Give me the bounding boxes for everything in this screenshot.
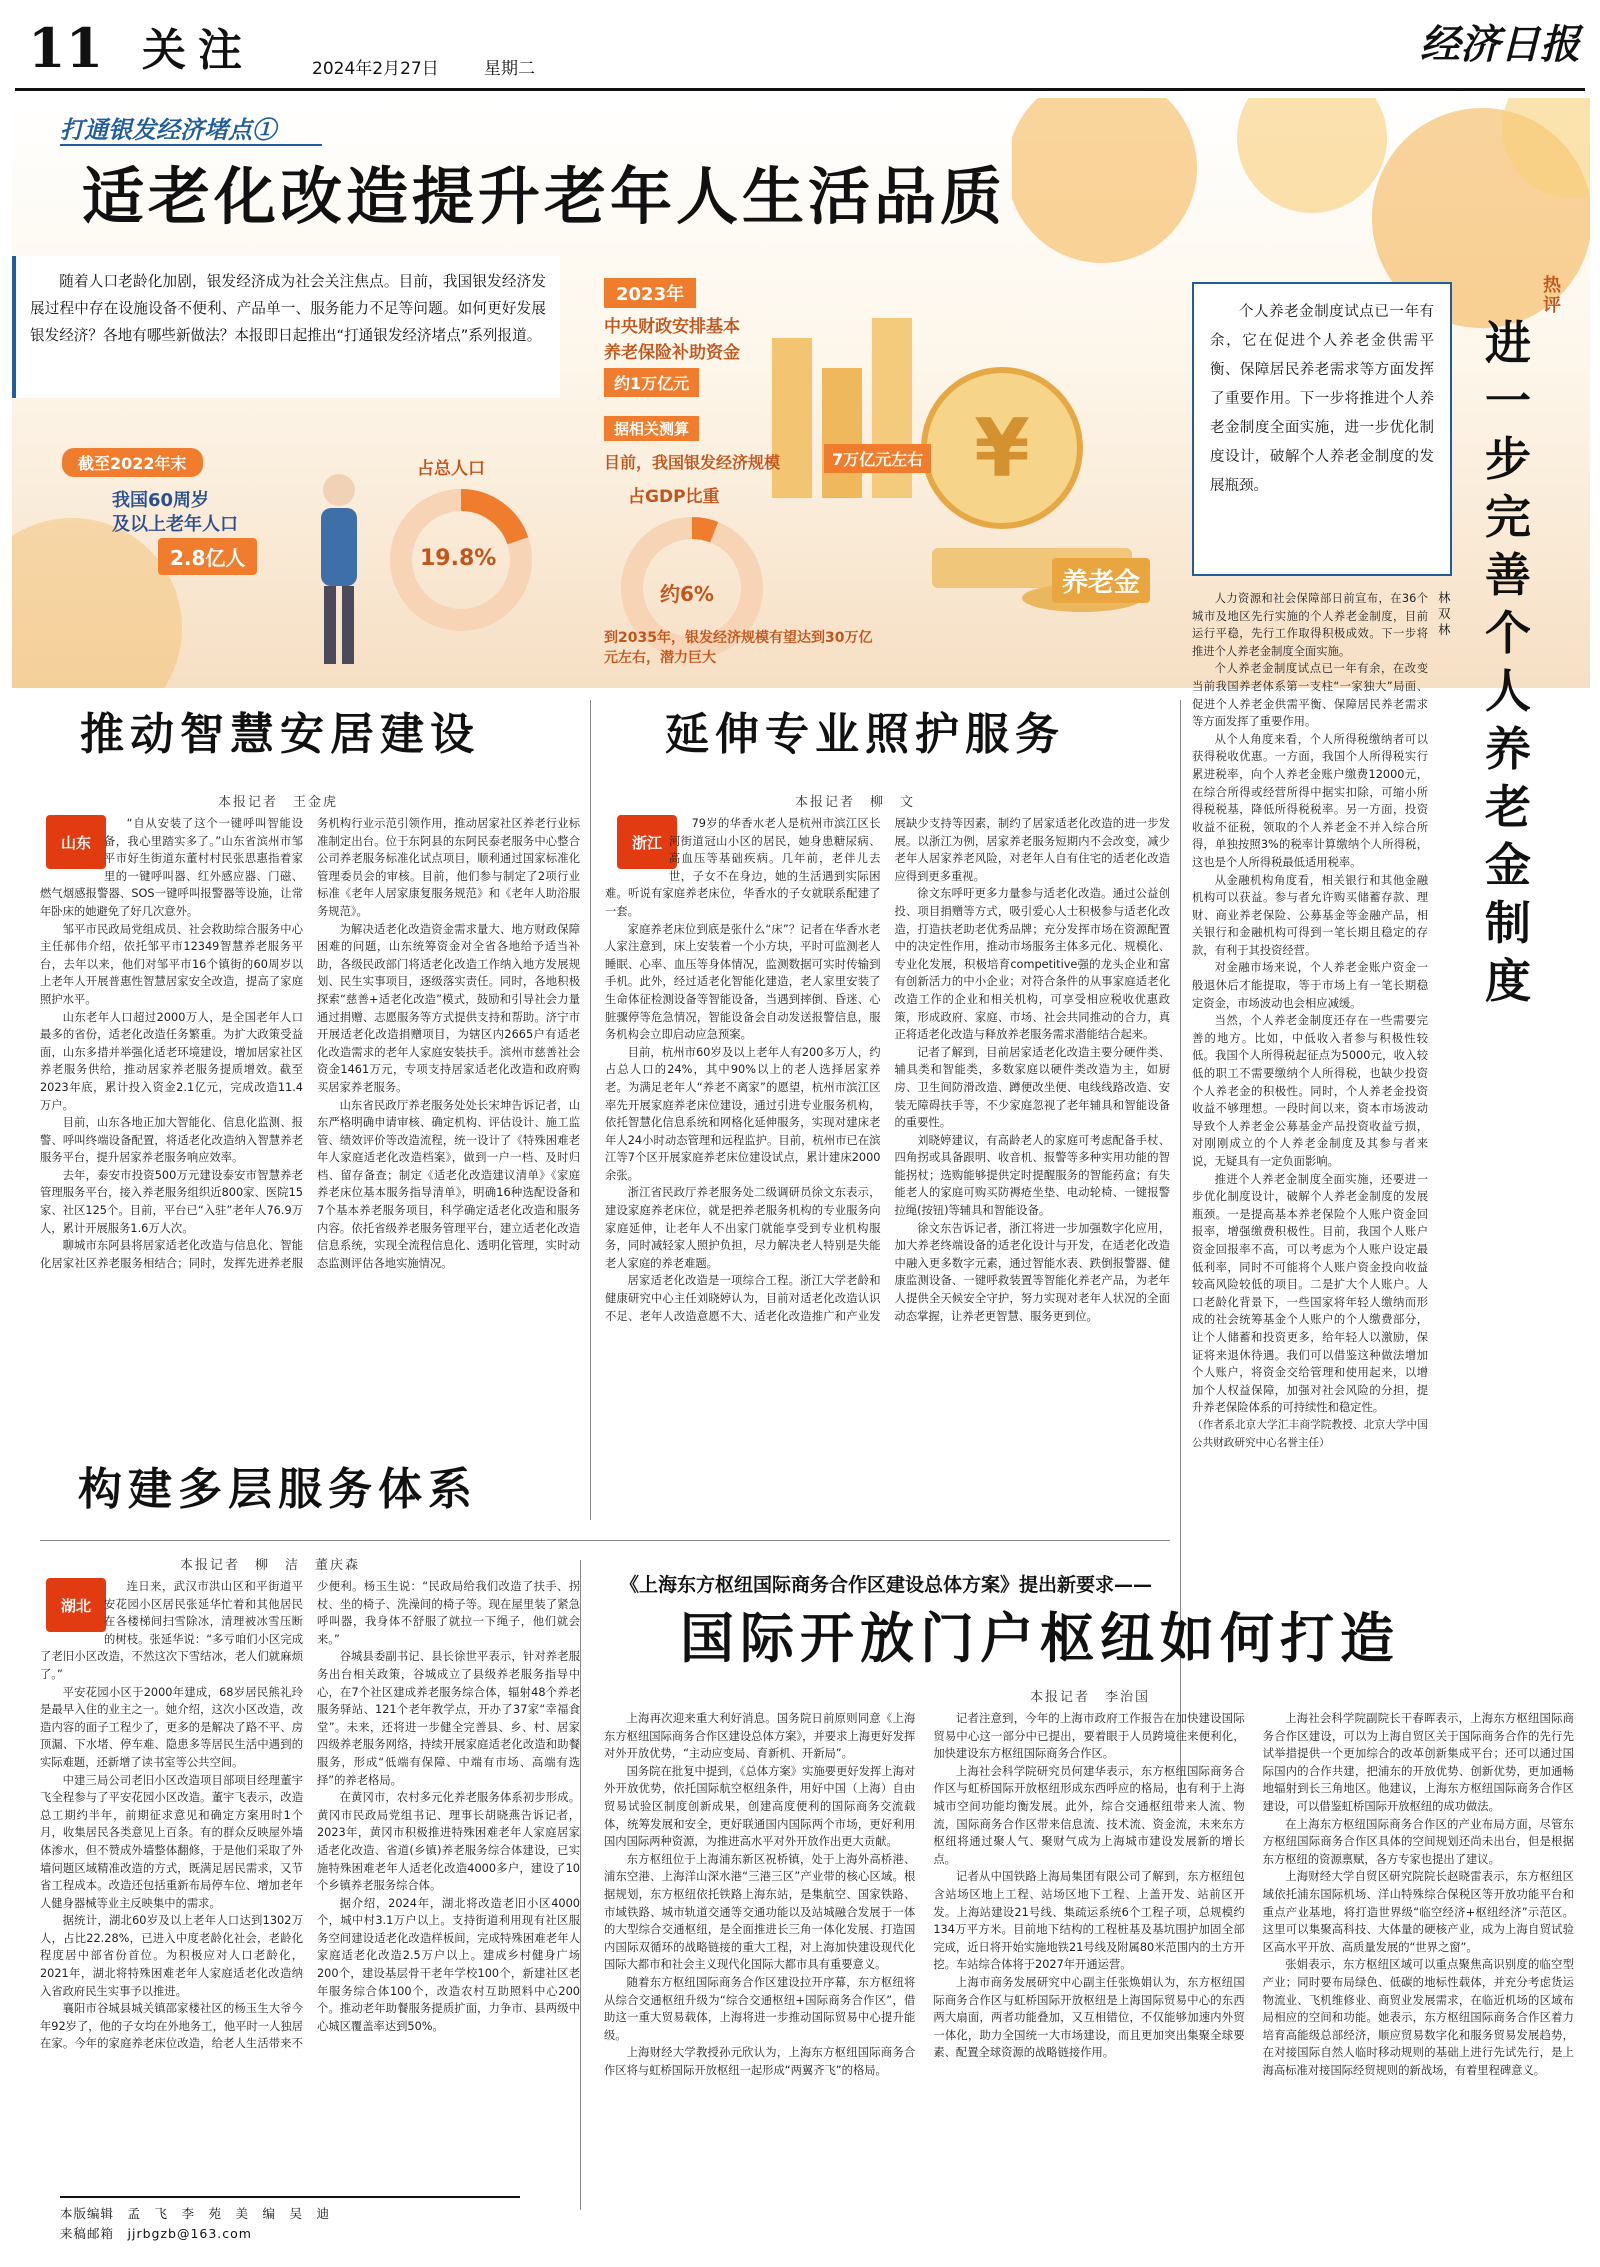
paragraph: 上海财经大学自贸区研究院院长赵晓雷表示，东方枢纽区域依托浦东国际机场、洋山特殊综合保税区等开放功能平台和重点产业基地，将打造世界级“临空经济+枢纽经济”示范区。这里可以集聚高科技、大体量的硬核产业，成为上海自贸试验区高水平开放、高质量发展的“世界之窗”。 xyxy=(1262,1870,1574,1954)
estimate-line1: 目前，我国银发经济规模 xyxy=(604,453,781,472)
paragraph: 浙江省民政厅养老服务处二级调研员徐文东表示，建设家庭养老床位，就是把养老服务机构的专业服务向家庭延伸，让老年人不出家门就能享受到专业机构服务，同时减轻家人照护负担，尽力解决老人特别是失能老人家庭的养老难题。 xyxy=(605,1186,881,1270)
paragraph: 中建三局公司老旧小区改造项目部项目经理董宇飞全程参与了平安花园小区改造。董宇飞表示，改造总工期约半年，前期征求意见和确定方案用时1个月，收集居民各类意见上百条。有的群众反映屋外墙体渗水，但不赞成外墙整体翻修，于是他们采取了外墙问题区域精准改造的方式，既满足居民需求，又节省工程成本。改造还包括重新布局停车位、增加老年人健身器械等业主反映集中的需求。 xyxy=(40,1773,303,1910)
paragraph: 79岁的华香水老人是杭州市滨江区长河街道冠山小区的居民，她身患糖尿病、高血压等基础疾病。几年前，老伴儿去世，子女不在身边，她的生活遇到实际困难。听说有家庭养老床位，华香水的子女就联系配建了一套。 xyxy=(605,817,881,918)
paragraph: 平安花园小区于2000年建成，68岁居民熊礼玲是最早入住的业主之一。她介绍，这次小区改造，改造内容的面子工程少了，更多的是解决了路不平、房顶漏、下水堵、停车难、隐患多等居民生活中遇到的实际难题，还新增了读书室等公共空间。 xyxy=(40,1685,303,1769)
byline: 本报记者 柳 文 xyxy=(795,795,916,810)
paragraph: 记者注意到，今年的上海市政府工作报告在加快建设国际贸易中心这一部分中已提出，要着眼于人员跨境往来便利化，加快建设东方枢纽国际商务合作区。 xyxy=(933,1712,1245,1761)
intro-text: 随着人口老龄化加剧，银发经济成为社会关注焦点。目前，我国银发经济发展过程中存在设施设备不便利、产品单一、服务能力不足等问题。如何更好发展银发经济？各地有哪些新做法？本报即日起推出“打通银发经济堵点”系列报道。 xyxy=(30,273,546,344)
commentary-lead: 个人养老金制度试点已一年有余，它在促进个人养老金供需平衡、保障居民养老需求等方面发挥了重要作用。下一步将推进个人养老金制度全面实施，进一步优化制度设计，破解个人养老金制度的发展瓶颈。 xyxy=(1210,304,1434,494)
byline: 本报记者 柳 洁 董庆森 xyxy=(180,1558,361,1573)
paragraph: 居家适老化改造是一项综合工程。浙江大学老龄和健康研究中心主任刘晓婷认为，目前对适老化改造认识不足、老年人改造意愿不大、适老化改造推广和产业发展缺少支持等因素，制约了居家适老化改造的进一步发展。以浙江为例，居家养老服务短期内不会改变，减少老年人居家养老风险，对老年人自有住宅的适老化改造应得到更多重视。 xyxy=(605,817,1170,1323)
commentary-tag-text: 热评 xyxy=(1543,275,1561,316)
series-tag: 打通银发经济堵点① xyxy=(60,115,276,144)
stat-share-label: 占总人口 xyxy=(417,459,485,479)
intro-box xyxy=(12,256,560,398)
series-underline xyxy=(60,144,322,146)
story-title: 延伸专业照护服务 xyxy=(665,709,1065,760)
funding-value: 约1万亿元 xyxy=(604,368,699,397)
estimate-note: 到2035年，银发经济规模有望达到30万亿元左右，潜力巨大 xyxy=(604,630,873,666)
page-number: 11 xyxy=(28,16,104,80)
story-care-service xyxy=(605,705,1170,1525)
paragraph: 在黄冈市，农村多元化养老服务体系初步形成。黄冈市民政局党组书记、理事长胡晓燕告诉记者，2023年，黄冈市积极推进特殊困难老年人家庭居家适老化改造、省道(乡镇)养老服务综合体建设，已实施特殊困难老年人适老化改造4000多户，建设了10个乡镇养老服务综合体。 xyxy=(317,1791,580,1893)
story-shanghai-hub xyxy=(580,1560,1588,2230)
story-smart-home xyxy=(40,705,580,1525)
paragraph: 为解决适老化改造资金需求量大、地方财政保障困难的问题，山东统筹资金对全省各地给予适当补助，各级民政部门将适老化改造工作纳入地方发展规划、民生实事项目，逐级落实责任。同时，各地积极探索“慈善+适老化改造”模式，鼓励和引导社会力量通过捐赠、志愿服务等方式提供支持和帮助。济宁市开展适老化改造捐赠项目，为辖区内2665户有适老化改造需求的老年人家庭安装扶手。滨州市慈善社会资金1461万元，专项支持居家适老化改造和政府购买居家养老服务。 xyxy=(317,922,580,1094)
story-kicker: 《上海东方枢纽国际商务合作区建设总体方案》提出新要求—— xyxy=(620,1574,1153,1596)
issue-date: 2024年2月27日 xyxy=(312,59,439,79)
section-name: 关注 xyxy=(142,25,254,76)
story-body xyxy=(40,815,580,1500)
paragraph: 从个人角度来看，个人所得税缴纳者可以获得税收优惠。一方面，我国个人所得税实行累进税率，向个人养老金账户缴费12000元，在综合所得或经营所得中据实扣除，可缩小所得税税基，降低所得税税率。另一方面，投资收益不征税，领取的个人养老金不并入综合所得，单独按照3%的税率计算缴纳个人所得税，这也是个人所得税最低适用税率。 xyxy=(1192,732,1428,869)
paragraph: 徐文东呼吁更多力量参与适老化改造。通过公益创投、项目捐赠等方式，吸引爱心人士积极参与适老化改造，打造扶老助老优秀品牌；充分发挥市场在资源配置中的决定性作用，推动市场服务主体多元化、规模化、专业化发展，积极培育competitive强的龙头企业和富有创新活力的中小企业；对符合条件的从事家庭适老化改造工作的企业和相关机构，可享受相应税收优惠政策，形成政府、家庭、市场、社会共同推动的合力，真正将适老化改造与释放养老服务需求潜能结合起来。 xyxy=(894,887,1170,1042)
newspaper-logo: 经济日报 xyxy=(1420,21,1580,68)
paragraph: 国务院在批复中提到，《总体方案》实施要更好发挥上海对外开放优势，依托国际航空枢纽条件，用好中国（上海）自由贸易试验区制度创新成果，创建高度便利的国际商务交流载体，统筹发展和安全，更好联通国内国际两个市场，更好利用国内国际两种资源，为推进高水平对外开放作出更大贡献。 xyxy=(604,1764,916,1849)
paragraph: “自从安装了这个一键呼叫智能设备，我心里踏实多了。”山东省滨州市邹平市好生街道东董村村民张思惠指着家里的一键呼叫器、红外感应器、门磁、燃气烟感报警器、SOS一键呼叫报警器等设施，让常年卧床的她避免了好几次意外。 xyxy=(40,817,303,918)
main-headline: 适老化改造提升老年人生活品质 xyxy=(82,160,1007,233)
commentary-tag xyxy=(1540,276,1564,316)
paragraph: 上海社会科学院研究员何建华表示，东方枢纽国际商务合作区与虹桥国际开放枢纽形成东西呼应的格局，也有利于上海城市空间功能均衡发展。此外，综合交通枢纽带来人流、物流，国际商务合作区带来信息流、技术流、资金流，未来东方枢纽将通过聚人气、聚财气成为上海城市建设发展新的增长点。 xyxy=(933,1764,1245,1866)
estimate-tag: 据相关测算 xyxy=(604,416,699,441)
gdp-label: 占GDP比重 xyxy=(628,487,720,507)
masthead-rule xyxy=(15,88,1585,91)
paragraph: 从金融机构角度看，相关银行和其他金融机构可以获益。参与者允许购买储蓄存款、理财、商业养老保险、公募基金等金融产品，相关银行和金融机构可得到一笔长期且稳定的存款，有利于其投资经营。 xyxy=(1192,873,1428,957)
stat-population-line1: 我国60周岁 xyxy=(112,490,210,511)
pension-sign: 养老金 xyxy=(1052,558,1150,603)
story-title: 推动智慧安居建设 xyxy=(80,709,480,760)
stat-share-value: 19.8% xyxy=(420,546,497,571)
paragraph: 谷城县委副书记、县长徐世平表示，针对养老服务出台相关政策，谷城成立了县级养老服务指导中心，在7个社区建成养老服务综合体，辐射48个养老服务驿站、121个老年教学点，开办了37家“幸福食堂”。未来，还将进一步健全完善县、乡、村、居家四级养老服务网络，持续开展家庭适老化改造和助餐服务，形成“低端有保障、中端有市场、高端有选择”的养老格局。 xyxy=(317,1650,580,1787)
paragraph: 对金融市场来说，个人养老金账户资金一般退休后才能提取，等于市场上有一笔长期稳定资金，市场波动也会相应减缓。 xyxy=(1192,961,1428,1010)
funding-line2: 养老保险补助资金 xyxy=(604,343,740,363)
col-divider xyxy=(590,700,591,1520)
stat-population-tag: 截至2022年末 xyxy=(62,448,203,477)
paragraph: 据介绍，2024年，湖北将改造老旧小区4000个，城中村3.1万户以上。支持街道利用现有社区服务空间建设适老化改造样板间，完成特殊困难老年人家庭适老化改造2.5万户以上。建成乡村健身广场200个，建设基层骨干老年学校100个，新建社区老年服务综合体100个，改造农村互助照料中心200个。推动老年助餐服务提质扩面，力争市、县两级中心城区覆盖率达到50%。 xyxy=(317,1896,580,2033)
story-body xyxy=(604,1710,1574,2210)
paragraph: 上海财经大学教授孙元欣认为，上海东方枢纽国际商务合作区将与虹桥国际开放枢纽一起形成“两翼齐飞”的格局。 xyxy=(604,2046,916,2077)
region-label: 山东 xyxy=(60,833,91,852)
paragraph: 目前，杭州市60岁及以上老年人有200多万人，约占总人口的24%，其中90%以上的老人选择居家养老。为满足老年人“养老不离家”的愿望，杭州市滨江区率先开展家庭养老床位建设，通过引进专业服务机构，依托智慧化信息系统和网格化延伸服务，实现对建床老年人24小时动态管理和远程监护。目前，杭州市已在滨江等7个区开展家庭养老床位建设试点，累计建床2000余张。 xyxy=(605,1045,881,1182)
svg-text:¥: ¥ xyxy=(974,402,1030,495)
col-divider xyxy=(580,1560,581,2210)
paragraph: 徐文东告诉记者，浙江将进一步加强数字化应用，加大养老终端设备的适老化设计与开发，在适老化改造中融入更多数字元素，通过智能水表、跌倒报警器、健康监测设备、一键呼救装置等智能化养老产品，为老年人提供全天候安全守护，努力实现对老年人状况的全面动态掌握，让养老更智慧、服务更到位。 xyxy=(894,1221,1170,1323)
story-title: 构建多层服务体系 xyxy=(70,1460,486,1520)
region-label: 浙江 xyxy=(631,833,662,852)
paragraph: 当然，个人养老金制度还存在一些需要完善的地方。比如，中低收入者参与积极性较低。我国个人所得税起征点为5000元，收入较低的职工不需要缴纳个人所得税，也缺少投资个人养老金的积极性。同时，个人养老金投资收益不够理想。一段时间以来，资本市场波动导致个人养老金公募基金产品投资收益亏损，对刚刚成立的个人养老金制度及其参与者来说，无疑具有一定负面影响。 xyxy=(1192,1014,1428,1168)
story-title: 国际开放门户枢纽如何打造 xyxy=(680,1606,1400,1670)
paragraph: 记者从中国铁路上海局集团有限公司了解到，东方枢纽包含站场区地上工程、站场区地下工程、上盖开发、站前区开发。上海站建设21号线、集疏运系统6个工程子项，总规模约134万平方米。目前地下结构的工程桩基及基坑围护加固全部完成，近日将开始实施地铁21号线及附属80米范围内的土方开挖。车站综合体将于2027年开通运营。 xyxy=(933,1870,1245,1972)
commentary-lead-box xyxy=(1192,282,1452,576)
stat-population-line2: 及以上老年人口 xyxy=(112,514,238,535)
paragraph: 在上海东方枢纽国际商务合作区的产业布局方面，尽管东方枢纽国际商务合作区具体的空间规划还尚未出台，但是根据东方枢纽的资源禀赋，各方专家也提出了建议。 xyxy=(1262,1817,1574,1866)
commentary-title: 进一步完善个人养老金制度 xyxy=(1485,316,1531,1008)
paragraph: 推进个人养老金制度全面实施，还要进一步优化制度设计，破解个人养老金制度的发展瓶颈。一是提高基本养老保险个人账户资金回报率，增强缴费积极性。目前，我国个人账户资金回报率不高，可以考虑为个人账户设定最低利率，同时不可能将个人账户资金投向收益较高风险较低的项目。二是扩大个人账户。人口老龄化背景下，一些国家将年轻人缴纳而形成的社会统筹基金个人账户的个人缴费部分，让个人储蓄和投资更多，给年轻人以激励，保证将来退休待遇。我们可以借鉴这种做法增加个人账户，将资金交给管理和使用起来，以增加个人权益保障，加强对社会风险的分担，提升养老保险体系的可持续性和稳定性。 xyxy=(1192,1172,1428,1415)
paragraph: 个人养老金制度试点已一年有余，在改变当前我国养老体系第一支柱“一家独大”局面、促进个人养老金供需平衡、保障居民养老需求等方面发挥了重要作用。 xyxy=(1192,662,1428,729)
byline: 本报记者 李治国 xyxy=(1030,1690,1151,1705)
paragraph: 家庭养老床位到底是张什么“床”？记者在华香水老人家注意到，床上安装着一个小方块，平时可监测老人睡眠、心率、血压等身体情况，监测数据可实时传输到手机。此外，经过适老化智能化建造，老人家里安装了生命体征检测设备等智能设备，当遇到摔倒、昏迷、心脏骤停等危急情况，智能设备会自动发送报警信息，服务机构会立即启动应急预案。 xyxy=(605,922,881,1042)
estimate-value: 7万亿元左右 xyxy=(824,444,931,473)
footer xyxy=(60,2196,520,2256)
paragraph: 张娟表示，东方枢纽区域可以重点聚焦高识别度的临空型产业；同时要布局绿色、低碳的地标性载体，并充分考虑货运物流业、飞机维修业、商贸业发展需求，在临近机场的区域布局相应的空间和功能。她表示，东方枢纽国际商务合作区着力培育高能级总部经济，顺应贸易数字化和服务贸易发展趋势，在对接国际自然人临时移动规则的基础上进行先试先行，是上海高标准对接国际经贸规则的新战场，有着里程碑意义。 xyxy=(1262,1958,1574,2077)
paragraph: 襄阳市谷城县城关镇邵家楼社区的杨玉生大爷今年92岁了，他的子女均在外地务工，他平时一人独居在家。今年的家庭养老床位改造，给老人生活带来不少便利。杨玉生说：“民政局给我们改造了扶手、拐杖、坐的椅子、洗澡间的椅子等。现在屋里装了紧急呼叫器，我身体不舒服了就拉一下绳子，他们就会来。” xyxy=(40,1580,580,2051)
paragraph: 山东老年人口超过2000万人，是全国老年人口最多的省份，适老化改造任务繁重。为扩大政策受益面，山东多措并举强化适老环境建设，增加居家社区养老服务供给，推动居家养老服务提质增效。截至2023年底，累计投入资金2.1亿元，完成改造11.4万户。 xyxy=(40,1010,303,1112)
paragraph: 上海市商务发展研究中心副主任张焕娟认为，东方枢纽国际商务合作区与虹桥国际开放枢纽是上海国际贸易中心的东西两大扇面，两者功能叠加，又互相错位，不仅能够加速内外贸一体化，助力全国统一大市场建设，而且更加突出集聚全球要素、配置全球资源的战略链接作用。 xyxy=(933,1975,1245,2060)
paragraph: 东方枢纽位于上海浦东新区祝桥镇，处于上海外高桥港、浦东空港、上海洋山深水港“三港三区”产业带的核心区域。根据规划，东方枢纽依托铁路上海东站，是集航空、国家铁路、市域铁路、城市轨道交通等交通功能以及站城融合发展于一体的大型综合交通枢纽，是全面推进长三角一体化发展、打造国内国际双循环的战略链接的重大工程，对上海加快建设现代化国际大都市和社会主义现代化国际大都市具有重要意义。 xyxy=(604,1852,916,1972)
paragraph: 去年，泰安市投资500万元建设泰安市智慧养老管理服务平台，接入养老服务组织近800家、医院15家、社区125个。目前，平台已“入驻”老年人76.9万人，累计开展服务1.6万人次。 xyxy=(40,1168,303,1235)
funding-year: 2023年 xyxy=(604,278,696,308)
funding-line1: 中央财政安排基本 xyxy=(604,317,740,337)
footer-editors: 本版编辑 孟 飞 李 苑 美 编 吴 迪 xyxy=(60,2206,331,2221)
footer-email: 来稿邮箱 jjrbgzb@163.com xyxy=(60,2226,252,2241)
paragraph: 聊城市东阿县将居家适老化改造与信息化、智能化居家社区养老服务相结合；同时，发挥先进养老服务机构行业示范引领作用，推动居家社区养老行业标准制定出台。位于东阿县的东阿民泰老服务中心整合公司养老服务标准化试点项目，顺利通过国家标准化管理委员会的审核。目前，他们参与制定了2项行业标准《老年人居家康复服务规范》和《老年人助浴服务规范》。 xyxy=(40,817,580,1270)
paragraph: 山东省民政厅养老服务处处长宋坤告诉记者，山东严格明确申请审核、确定机构、评估设计、施工监管、绩效评价等改造流程，统一设计了《特殊困难老年人家庭适老化改造档案》，做到一户一档、及时归档、留存备查；制定《适老化改造建议清单》《家庭养老床位基本服务指导清单》，明确16种选配设备和7个基本养老服务项目，科学确定适老化改造和服务内容。依托省级养老服务管理平台，建立适老化改造信息系统，实现全流程信息化、透明化管理，实时动态监测评估各地实施情况。 xyxy=(317,1098,580,1270)
byline: 本报记者 王金虎 xyxy=(218,795,339,810)
commentary-author: 林 双 林 xyxy=(1438,590,1451,637)
story-body xyxy=(40,1578,580,2178)
gdp-value: 约6% xyxy=(660,582,714,606)
paragraph: 刘晓婷建议，有高龄老人的家庭可考虑配备手杖、四角拐或具备跟明、收音机、报警等多种实用功能的智能拐杖；选购能够提供定时提醒服务的智能药盒；有失能老人的家庭可购买防褥疮坐垫、电动轮椅、一键报警拉绳(按钮)等辅具和智能设备。 xyxy=(894,1133,1170,1218)
elder-figure xyxy=(304,468,374,678)
paragraph: 上海再次迎来重大利好消息。国务院日前原则同意《上海东方枢纽国际商务合作区建设总体方案》，并要求上海更好发挥对外开放优势，“主动应变局、育新机、开新局”。 xyxy=(604,1712,916,1761)
paragraph: 目前，山东各地正加大智能化、信息化监测、报警、呼叫终端设备配置，将适老化改造纳入智慧养老服务平台，提升居家养老服务响应效率。 xyxy=(40,1116,303,1165)
commentary-affiliation: （作者系北京大学汇丰商学院教授、北京大学中国公共财政研究中心名誉主任） xyxy=(1192,1418,1428,1449)
masthead xyxy=(0,0,1600,92)
issue-weekday: 星期二 xyxy=(484,59,535,79)
story-body xyxy=(605,815,1170,1510)
paragraph: 邹平市民政局党组成员、社会救助综合服务中心主任郝伟介绍，依托邹平市12349智慧养老服务平台，去年以来，他们对邹平市16个镇街的60周岁以上老年人开展普惠性智慧居家安全改造，提高了家庭照护水平。 xyxy=(40,922,303,1006)
region-label: 湖北 xyxy=(60,1596,91,1615)
paragraph: 上海社会科学院副院长干春晖表示，上海东方枢纽国际商务合作区建设，可以为上海自贸区关于国际商务合作的先行先试举措提供一个更加综合的改革创新集成平台；还可以通过国际国内的合作共建，把浦东的开放优势、创新优势，更加通畅地辐射到长三角地区。他建议，上海东方枢纽国际商务合作区建设，可以借鉴虹桥国际开放枢纽的成功做法。 xyxy=(1262,1712,1574,1813)
stat-population-value: 2.8亿人 xyxy=(158,538,257,575)
story-service-system xyxy=(40,1460,580,2220)
paragraph: 记者了解到，目前居家适老化改造主要分硬件类、辅具类和智能类，多数家庭以硬件类改造为主，如厨房、卫生间防滑改造、蹲便改坐便、电线线路改造、安装无障碍扶手等，不少家庭忽视了老年辅具和智能设备的重要性。 xyxy=(894,1045,1170,1130)
paragraph: 连日来，武汉市洪山区和平街道平安花园小区居民张延华忙着和其他居民在各楼梯间扫雪除冰，清理被冰雪压断的树枝。张延华说：“多亏咱们小区完成了老旧小区改造，不然这次下雪结冰，老人们就麻烦了。” xyxy=(40,1580,303,1681)
paragraph: 人力资源和社会保障部日前宣布，在36个城市及地区先行实施的个人养老金制度，目前运行平稳，先行工作取得积极成效。下一步将推进个人养老金制度全面实施。 xyxy=(1192,592,1428,658)
paragraph: 据统计，湖北60岁及以上老年人口达到1302万人，占比22.28%，已进入中度老龄化社会，老龄化程度居中部省份首位。为积极应对人口老龄化，2021年，湖北将特殊困难老年人家庭适老化改造纳入省政府民生实事予以推进。 xyxy=(40,1914,303,1998)
paragraph: 随着东方枢纽国际商务合作区建设拉开序幕，东方枢纽将从综合交通枢纽升级为“综合交通枢纽+国际商务合作区”，借助这一重大贸易载体，上海将进一步推动国际贸易中心提升能级。 xyxy=(604,1975,916,2042)
